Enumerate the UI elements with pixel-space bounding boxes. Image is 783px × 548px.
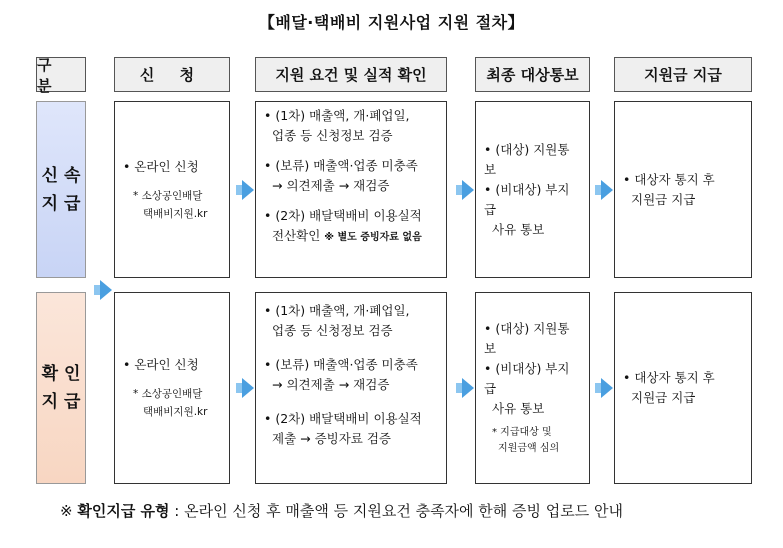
verify-step-2-text: 전산확인 bbox=[272, 228, 325, 243]
notice-nontarget bbox=[484, 180, 581, 240]
footer-mark: ※ bbox=[60, 502, 78, 520]
apply-cell-confirm bbox=[114, 292, 230, 484]
header-apply-label: 신 청 bbox=[139, 66, 205, 84]
verify-step-1-line2: 업종 등 신청정보 검증 bbox=[272, 323, 393, 338]
flow-arrow-icon bbox=[601, 180, 613, 200]
notice-cell-confirm bbox=[475, 292, 590, 484]
apply-item: • 온라인 신청 bbox=[123, 158, 199, 174]
footer-text: : 온라인 신청 후 매출액 등 지원요건 충족자에 한해 증빙 업로드 안내 bbox=[169, 502, 624, 520]
header-verify-label: 지원 요건 및 실적 확인 bbox=[275, 66, 427, 84]
apply-note-line2: 택배비지원.kr bbox=[143, 207, 208, 220]
notice-note-line1: * 지급대상 및 bbox=[492, 427, 552, 438]
verify-step-hold-line1: • (보류) 매출액·업종 미충족 bbox=[264, 357, 418, 372]
header-pay bbox=[614, 57, 752, 92]
verify-step-1 bbox=[264, 106, 438, 146]
header-pay-label: 지원금 지급 bbox=[644, 66, 722, 84]
footer-bold: 확인지급 유형 bbox=[77, 502, 170, 520]
notice-nontarget bbox=[484, 359, 581, 419]
apply-note-line2: 택배비지원.kr bbox=[143, 406, 208, 418]
category-confirm-line1: 확 인 bbox=[41, 364, 81, 384]
flow-arrow-icon bbox=[242, 180, 254, 200]
apply-note-line1: * 소상공인배달 bbox=[133, 388, 203, 400]
pay-line1: • 대상자 통지 후 bbox=[623, 370, 715, 385]
apply-cell-fast bbox=[114, 101, 230, 278]
category-fast-pay bbox=[36, 101, 86, 278]
notice-note-line2: 지원금액 심의 bbox=[498, 443, 560, 454]
apply-item: • 온라인 신청 bbox=[123, 357, 199, 372]
verify-step-1 bbox=[264, 301, 438, 341]
apply-note bbox=[123, 385, 221, 421]
verify-step-hold bbox=[264, 355, 438, 395]
footer-note bbox=[60, 500, 623, 521]
notice-target: • (대상) 지원통보 bbox=[484, 141, 570, 177]
pay-line1: • 대상자 통지 후 bbox=[623, 171, 715, 187]
flow-arrow-icon bbox=[462, 180, 474, 200]
header-category bbox=[36, 55, 86, 95]
apply-note bbox=[123, 187, 221, 223]
flow-arrow-icon bbox=[462, 378, 474, 398]
flow-arrow-icon bbox=[100, 280, 112, 300]
verify-step-hold-line2: → 의견제출 → 재검증 bbox=[272, 377, 390, 392]
pay-line2: 지원금 지급 bbox=[631, 191, 696, 207]
category-confirm-line2: 지 급 bbox=[41, 392, 81, 412]
header-notice-label: 최종 대상통보 bbox=[486, 66, 579, 84]
flow-arrow-icon bbox=[601, 378, 613, 398]
verify-step-hold-line2: → 의견제출 → 재검증 bbox=[272, 178, 390, 193]
verify-step-2-line1: • (2차) 배달택배비 이용실적 bbox=[264, 208, 422, 223]
verify-cell-confirm bbox=[255, 292, 447, 484]
verify-step-1-line2: 업종 등 신청정보 검증 bbox=[272, 128, 393, 143]
notice-target: • (대상) 지원통보 bbox=[484, 321, 570, 356]
verify-step-2 bbox=[264, 409, 438, 449]
notice-cell-fast bbox=[475, 101, 590, 278]
verify-step-hold bbox=[264, 156, 438, 196]
flow-arrow-icon bbox=[242, 378, 254, 398]
pay-line2: 지원금 지급 bbox=[631, 390, 696, 405]
category-fast-line1: 신 속 bbox=[41, 165, 81, 186]
verify-step-1-line1: • (1차) 매출액, 개·폐업일, bbox=[264, 303, 410, 318]
header-apply bbox=[114, 57, 230, 92]
apply-note-line1: * 소상공인배달 bbox=[133, 189, 203, 202]
header-category-label: 구 분 bbox=[37, 55, 58, 95]
pay-cell-fast bbox=[614, 101, 752, 278]
verify-step-2-line1: • (2차) 배달택배비 이용실적 bbox=[264, 411, 422, 426]
notice-nontarget-line2: 사유 통보 bbox=[492, 221, 545, 237]
header-verify bbox=[255, 57, 447, 92]
category-fast-line2: 지 급 bbox=[41, 193, 81, 214]
page-title: 【배달·택배비 지원사업 지원 절차】 bbox=[258, 13, 525, 32]
pay-cell-confirm bbox=[614, 292, 752, 484]
verify-step-2-note: ※ 별도 증빙자료 없음 bbox=[324, 232, 422, 243]
notice-nontarget-line1: • (비대상) 부지급 bbox=[484, 361, 570, 396]
verify-cell-fast bbox=[255, 101, 447, 278]
header-notice bbox=[475, 57, 590, 92]
verify-step-2-line2 bbox=[264, 429, 438, 449]
verify-step-2-line2 bbox=[264, 226, 438, 248]
notice-note bbox=[484, 425, 581, 457]
verify-step-hold-line1: • (보류) 매출액·업종 미충족 bbox=[264, 158, 418, 173]
verify-step-2 bbox=[264, 206, 438, 248]
verify-step-1-line1: • (1차) 매출액, 개·폐업일, bbox=[264, 108, 410, 123]
category-confirm-pay bbox=[36, 292, 86, 484]
verify-step-2-text: 제출 → 증빙자료 검증 bbox=[272, 431, 391, 446]
notice-nontarget-line1: • (비대상) 부지급 bbox=[484, 181, 570, 217]
notice-nontarget-line2: 사유 통보 bbox=[492, 401, 545, 416]
